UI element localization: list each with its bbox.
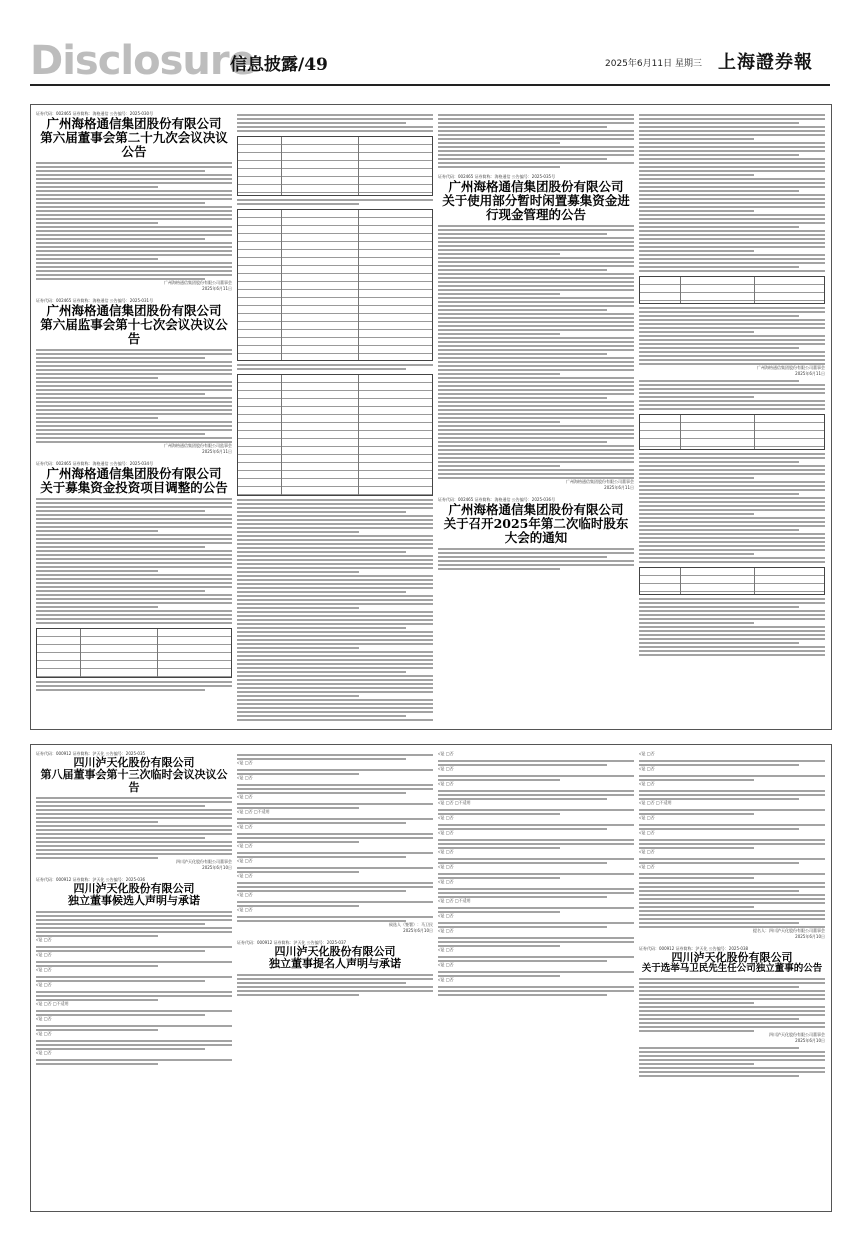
notice-body <box>438 114 634 168</box>
project-table-1 <box>237 136 433 196</box>
vote-option: √是 □否 <box>36 936 52 942</box>
vote-option: √是 □否 <box>438 928 454 933</box>
vote-option: √是 □否 <box>36 1030 52 1036</box>
project-table-3 <box>237 374 433 496</box>
vote-option: √是 □否 <box>237 907 253 912</box>
vote-option: √是 □否 <box>237 892 253 897</box>
proposal-table <box>639 276 825 304</box>
candidate-date: 2025年6月10日 <box>403 928 433 933</box>
vote-option: √是 □否 <box>438 830 454 835</box>
notice-body <box>438 922 634 928</box>
vote-option: √是 □否 <box>36 981 52 987</box>
notice-body <box>237 499 433 721</box>
notice-body <box>438 548 634 570</box>
notice-title: 关于选举马卫民先生任公司独立董事的公告 <box>641 963 823 975</box>
notice-body <box>639 839 825 849</box>
notice-body <box>237 784 433 794</box>
lutianhua-column-1 <box>36 751 232 1205</box>
section-title: 信息披露/49 <box>230 55 328 75</box>
notice-body <box>36 1059 232 1065</box>
notice-body <box>438 956 634 962</box>
notice-body <box>639 380 825 410</box>
nominator-date: 2025年6月10日 <box>795 934 825 939</box>
notice-company: 广州海格通信集团股份有限公司 <box>46 303 222 318</box>
vote-option: √是 □否 <box>237 858 253 863</box>
notice-meta: 证券代码：002465 证券简称：海格通信 公告编号：2025-031号 <box>36 298 154 303</box>
notice-date: 2025年6月11日 <box>604 485 634 490</box>
notice-date: 2025年6月11日 <box>202 286 232 291</box>
notice-date: 2025年6月11日 <box>795 371 825 376</box>
vote-option: √是 □否 <box>237 760 253 765</box>
notice-meta: 证券代码：002465 证券简称：海格通信 公告编号：2025-035号 <box>438 174 556 179</box>
notice-body <box>36 681 232 691</box>
notice-title: 第六届监事会第十七次会议决议公告 <box>40 317 228 346</box>
notice-body <box>639 873 825 879</box>
vote-option: √是 □否 <box>438 766 454 771</box>
haige-column-2 <box>237 111 433 723</box>
notice-signature: 四川泸天化股份有限公司董事会 <box>176 858 232 864</box>
notice-meta: 证券代码：002465 证券简称：海格通信 公告编号：2025-036号 <box>438 497 556 502</box>
disclosure-wordmark: Disclosure <box>30 38 255 84</box>
vote-option: √是 □否 <box>438 947 454 952</box>
project-table-2 <box>237 209 433 361</box>
notice-body <box>438 986 634 996</box>
vote-option: √是 □否 □不适用 <box>36 1000 69 1006</box>
notice-body <box>36 162 232 280</box>
notice-company: 四川泸天化股份有限公司 <box>671 951 793 964</box>
notice-date: 2025年6月10日 <box>202 864 232 870</box>
notice-title: 第八届董事会第十三次临时会议决议公告 <box>40 768 228 794</box>
proxy-table-1 <box>639 414 825 450</box>
vote-option: √是 □否 <box>639 751 655 756</box>
vote-option: √是 □否 <box>639 830 655 835</box>
notice-date: 2025年6月11日 <box>202 449 232 454</box>
vote-option: √是 □否 <box>438 751 454 756</box>
notice-body <box>237 114 433 132</box>
vote-option: √是 □否 <box>438 977 454 982</box>
vote-option: √是 □否 □不适用 <box>438 800 471 805</box>
notice-body <box>237 754 433 760</box>
notice-title: 关于募集资金投资项目调整的公告 <box>40 480 228 495</box>
lutianhua-column-4 <box>639 751 825 1205</box>
notice-title: 关于使用部分暂时闲置募集资金进行现金管理的公告 <box>442 193 630 222</box>
vote-option: √是 □否 □不适用 <box>639 800 672 805</box>
masthead-rule <box>30 84 830 86</box>
notice-body <box>639 978 825 1032</box>
investment-table <box>36 628 232 678</box>
notice-company: 四川泸天化股份有限公司 <box>274 945 396 958</box>
notice-body <box>639 114 825 272</box>
proxy-table-2 <box>639 567 825 595</box>
notice-signature: 广州海格通信集团股份有限公司监事会 <box>164 443 232 448</box>
notice-body <box>639 824 825 830</box>
notice-body <box>36 911 232 937</box>
notice-company: 广州海格通信集团股份有限公司 <box>448 179 624 194</box>
vote-option: √是 □否 <box>639 815 655 820</box>
notice-signature: 广州海格通信集团股份有限公司董事会 <box>757 365 825 370</box>
notice-company: 四川泸天化股份有限公司 <box>73 756 195 769</box>
notice-body <box>639 1047 825 1077</box>
vote-option: √是 □否 <box>36 951 52 957</box>
vote-option: √是 □否 <box>438 815 454 820</box>
notice-company: 广州海格通信集团股份有限公司 <box>448 502 624 517</box>
notice-body <box>36 1010 232 1016</box>
vote-option: √是 □否 <box>438 781 454 786</box>
notice-signature: 广州海格通信集团股份有限公司董事会 <box>164 280 232 285</box>
vote-option: √是 □否 <box>36 966 52 972</box>
notice-body <box>639 307 825 365</box>
nominator-signature: 提名人：四川泸天化股份有限公司董事会 <box>753 928 825 933</box>
notice-body <box>639 598 825 656</box>
haige-column-4 <box>639 111 825 723</box>
notice-signature: 广州海格通信集团股份有限公司董事会 <box>566 479 634 484</box>
notice-body <box>438 858 634 864</box>
vote-option: √是 □否 <box>237 824 253 829</box>
notice-body <box>237 833 433 843</box>
notice-company: 广州海格通信集团股份有限公司 <box>46 466 222 481</box>
vote-option: √是 □否 <box>639 864 655 869</box>
notice-body <box>237 818 433 824</box>
vote-option: √是 □否 <box>438 962 454 967</box>
vote-option: √是 □否 <box>237 873 253 878</box>
notice-signature: 四川泸天化股份有限公司董事会 <box>769 1031 825 1037</box>
notice-meta: 证券代码：000912 证券简称：泸天化 公告编号：2025-036 <box>36 876 146 882</box>
candidate-signature: 候选人（签署）：马卫民 <box>389 922 433 927</box>
vote-option: √是 □否 <box>36 1015 52 1021</box>
notice-body <box>639 453 825 563</box>
newspaper-logo: 上海證券報 <box>718 52 813 73</box>
notice-meta: 证券代码：002465 证券简称：海格通信 公告编号：2025-030号 <box>36 111 154 116</box>
vote-option: √是 □否 <box>438 849 454 854</box>
notice-meta: 证券代码：002465 证券简称：海格通信 公告编号：2025-034号 <box>36 461 154 466</box>
notice-body <box>438 888 634 898</box>
issue-date: 2025年6月11日 星期三 <box>605 59 702 69</box>
vote-option: √是 □否 <box>639 766 655 771</box>
masthead <box>30 40 830 82</box>
notice-body <box>237 199 433 205</box>
notice-body <box>237 882 433 892</box>
notice-title: 关于召开2025年第二次临时股东大会的通知 <box>443 516 629 545</box>
notice-body <box>36 946 232 952</box>
lutianhua-column-2 <box>237 751 433 1205</box>
vote-option: √是 □否 <box>237 794 253 799</box>
notice-body <box>36 797 232 859</box>
notice-body <box>438 824 634 830</box>
notice-body <box>36 976 232 982</box>
notice-body <box>438 839 634 849</box>
vote-option: √是 □否 <box>438 864 454 869</box>
vote-option: √是 □否 □不适用 <box>237 809 270 814</box>
notice-meta: 证券代码：000912 证券简称：泸天化 公告编号：2025-037 <box>237 940 347 945</box>
notice-body <box>438 225 634 479</box>
notice-date: 2025年6月10日 <box>795 1037 825 1043</box>
notice-title: 独立董事提名人声明与承诺 <box>269 957 401 971</box>
vote-option: √是 □否 <box>237 843 253 848</box>
notice-body <box>639 858 825 864</box>
vote-option: √是 □否 <box>438 879 454 884</box>
notice-body <box>639 790 825 800</box>
notice-title: 独立董事候选人声明与承诺 <box>68 894 200 908</box>
notice-body <box>36 349 232 443</box>
vote-option: √是 □否 □不适用 <box>438 898 471 903</box>
notice-body <box>237 364 433 370</box>
notice-body <box>438 790 634 800</box>
vote-option: √是 □否 <box>237 775 253 780</box>
lutianhua-announcement-box <box>30 744 832 1212</box>
notice-body <box>438 760 634 766</box>
haige-column-1 <box>36 111 232 723</box>
notice-company: 四川泸天化股份有限公司 <box>73 881 195 895</box>
notice-body <box>237 852 433 858</box>
notice-meta: 证券代码：000912 证券简称：泸天化 公告编号：2025-035 <box>36 751 146 756</box>
vote-option: √是 □否 <box>639 781 655 786</box>
notice-company: 广州海格通信集团股份有限公司 <box>46 116 222 131</box>
vote-option: √是 □否 <box>438 913 454 918</box>
vote-option: √是 □否 <box>639 849 655 854</box>
notice-body <box>438 937 634 947</box>
vote-option: √是 □否 <box>36 1049 52 1055</box>
notice-body <box>237 974 433 996</box>
notice-body <box>36 1040 232 1050</box>
notice-title: 第六届董事会第二十九次会议决议公告 <box>40 130 228 159</box>
notice-meta: 证券代码：000912 证券简称：泸天化 公告编号：2025-038 <box>639 946 749 951</box>
lutianhua-column-3 <box>438 751 634 1205</box>
notice-body <box>36 991 232 1001</box>
notice-body <box>36 498 232 624</box>
haige-column-3 <box>438 111 634 723</box>
notice-body <box>639 760 825 766</box>
haige-announcement-box <box>30 104 832 730</box>
notice-body <box>639 882 825 928</box>
